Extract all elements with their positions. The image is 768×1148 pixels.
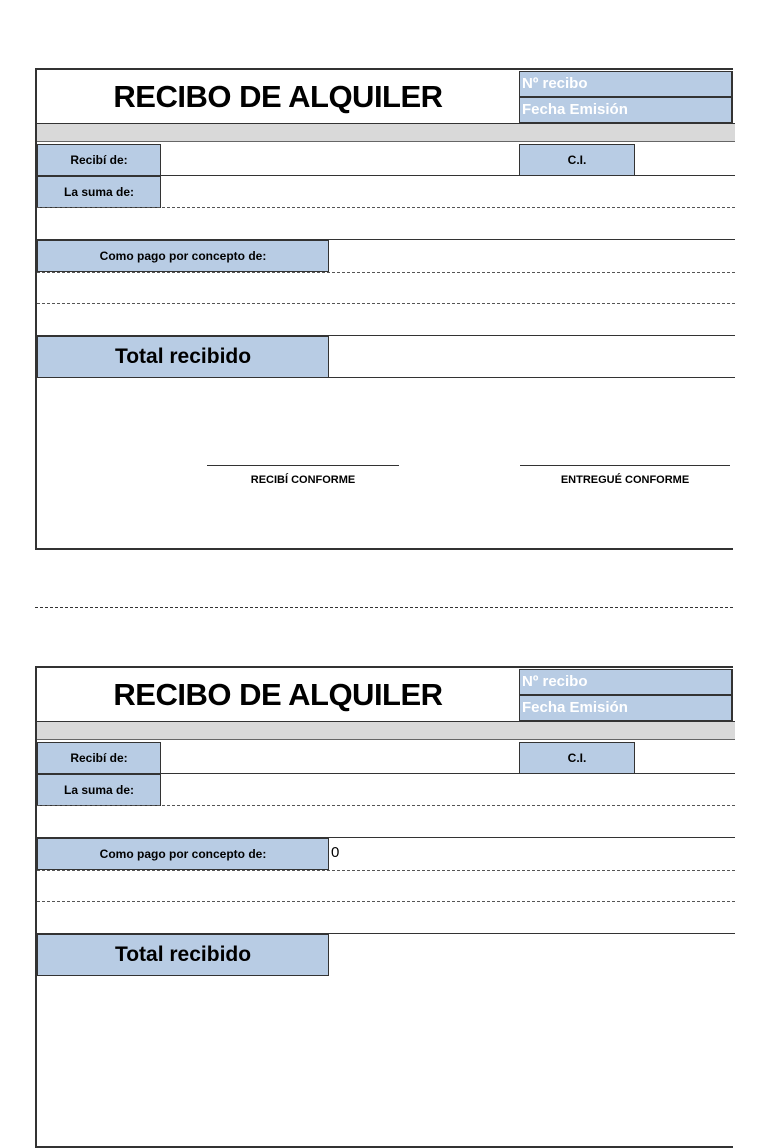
concept-label: Como pago por concepto de:	[37, 838, 329, 870]
amount-field[interactable]	[161, 176, 735, 208]
concept-field[interactable]	[333, 246, 733, 268]
ci-label: C.I.	[519, 144, 635, 176]
receipt-2	[35, 666, 733, 1148]
concept-line-3[interactable]	[37, 304, 735, 335]
amount-field[interactable]	[161, 774, 735, 806]
ci-field[interactable]	[635, 742, 735, 774]
issue-date-field[interactable]: Fecha Emisión	[519, 97, 733, 123]
amount-words-field[interactable]	[37, 806, 735, 837]
total-label: Total recibido	[37, 934, 329, 976]
amount-label: La suma de:	[37, 176, 161, 208]
total-field[interactable]	[329, 336, 735, 378]
concept-line-2[interactable]	[37, 871, 735, 901]
gray-band	[37, 722, 735, 740]
delivered-conform-label: ENTREGUÉ CONFORME	[560, 474, 690, 486]
concept-line-2[interactable]	[37, 273, 735, 303]
receipt-number-field[interactable]: Nº recibo	[519, 71, 733, 97]
amount-label: La suma de:	[37, 774, 161, 806]
issue-date-field[interactable]: Fecha Emisión	[519, 695, 733, 721]
total-field[interactable]	[329, 934, 735, 976]
row-divider	[37, 377, 735, 378]
ci-field[interactable]	[635, 144, 735, 176]
received-from-field[interactable]	[161, 742, 519, 774]
received-conform-label: RECIBÍ CONFORME	[250, 474, 356, 486]
received-from-field[interactable]	[161, 144, 519, 176]
concept-label: Como pago por concepto de:	[37, 240, 329, 272]
amount-words-field[interactable]	[37, 208, 735, 239]
received-from-label: Recibí de:	[37, 742, 161, 774]
total-label: Total recibido	[37, 336, 329, 378]
signature-line-right	[520, 465, 730, 466]
gray-band	[37, 124, 735, 142]
concept-line-3[interactable]	[37, 902, 735, 933]
receipt-number-field[interactable]: Nº recibo	[519, 669, 733, 695]
receipt-title: RECIBO DE ALQUILER	[113, 677, 443, 712]
signature-line-left	[207, 465, 399, 466]
concept-field[interactable]: 0	[331, 844, 340, 861]
receipt-title: RECIBO DE ALQUILER	[113, 79, 443, 114]
receipt-1	[35, 68, 733, 550]
cut-line	[35, 607, 733, 608]
ci-label: C.I.	[519, 742, 635, 774]
received-from-label: Recibí de:	[37, 144, 161, 176]
